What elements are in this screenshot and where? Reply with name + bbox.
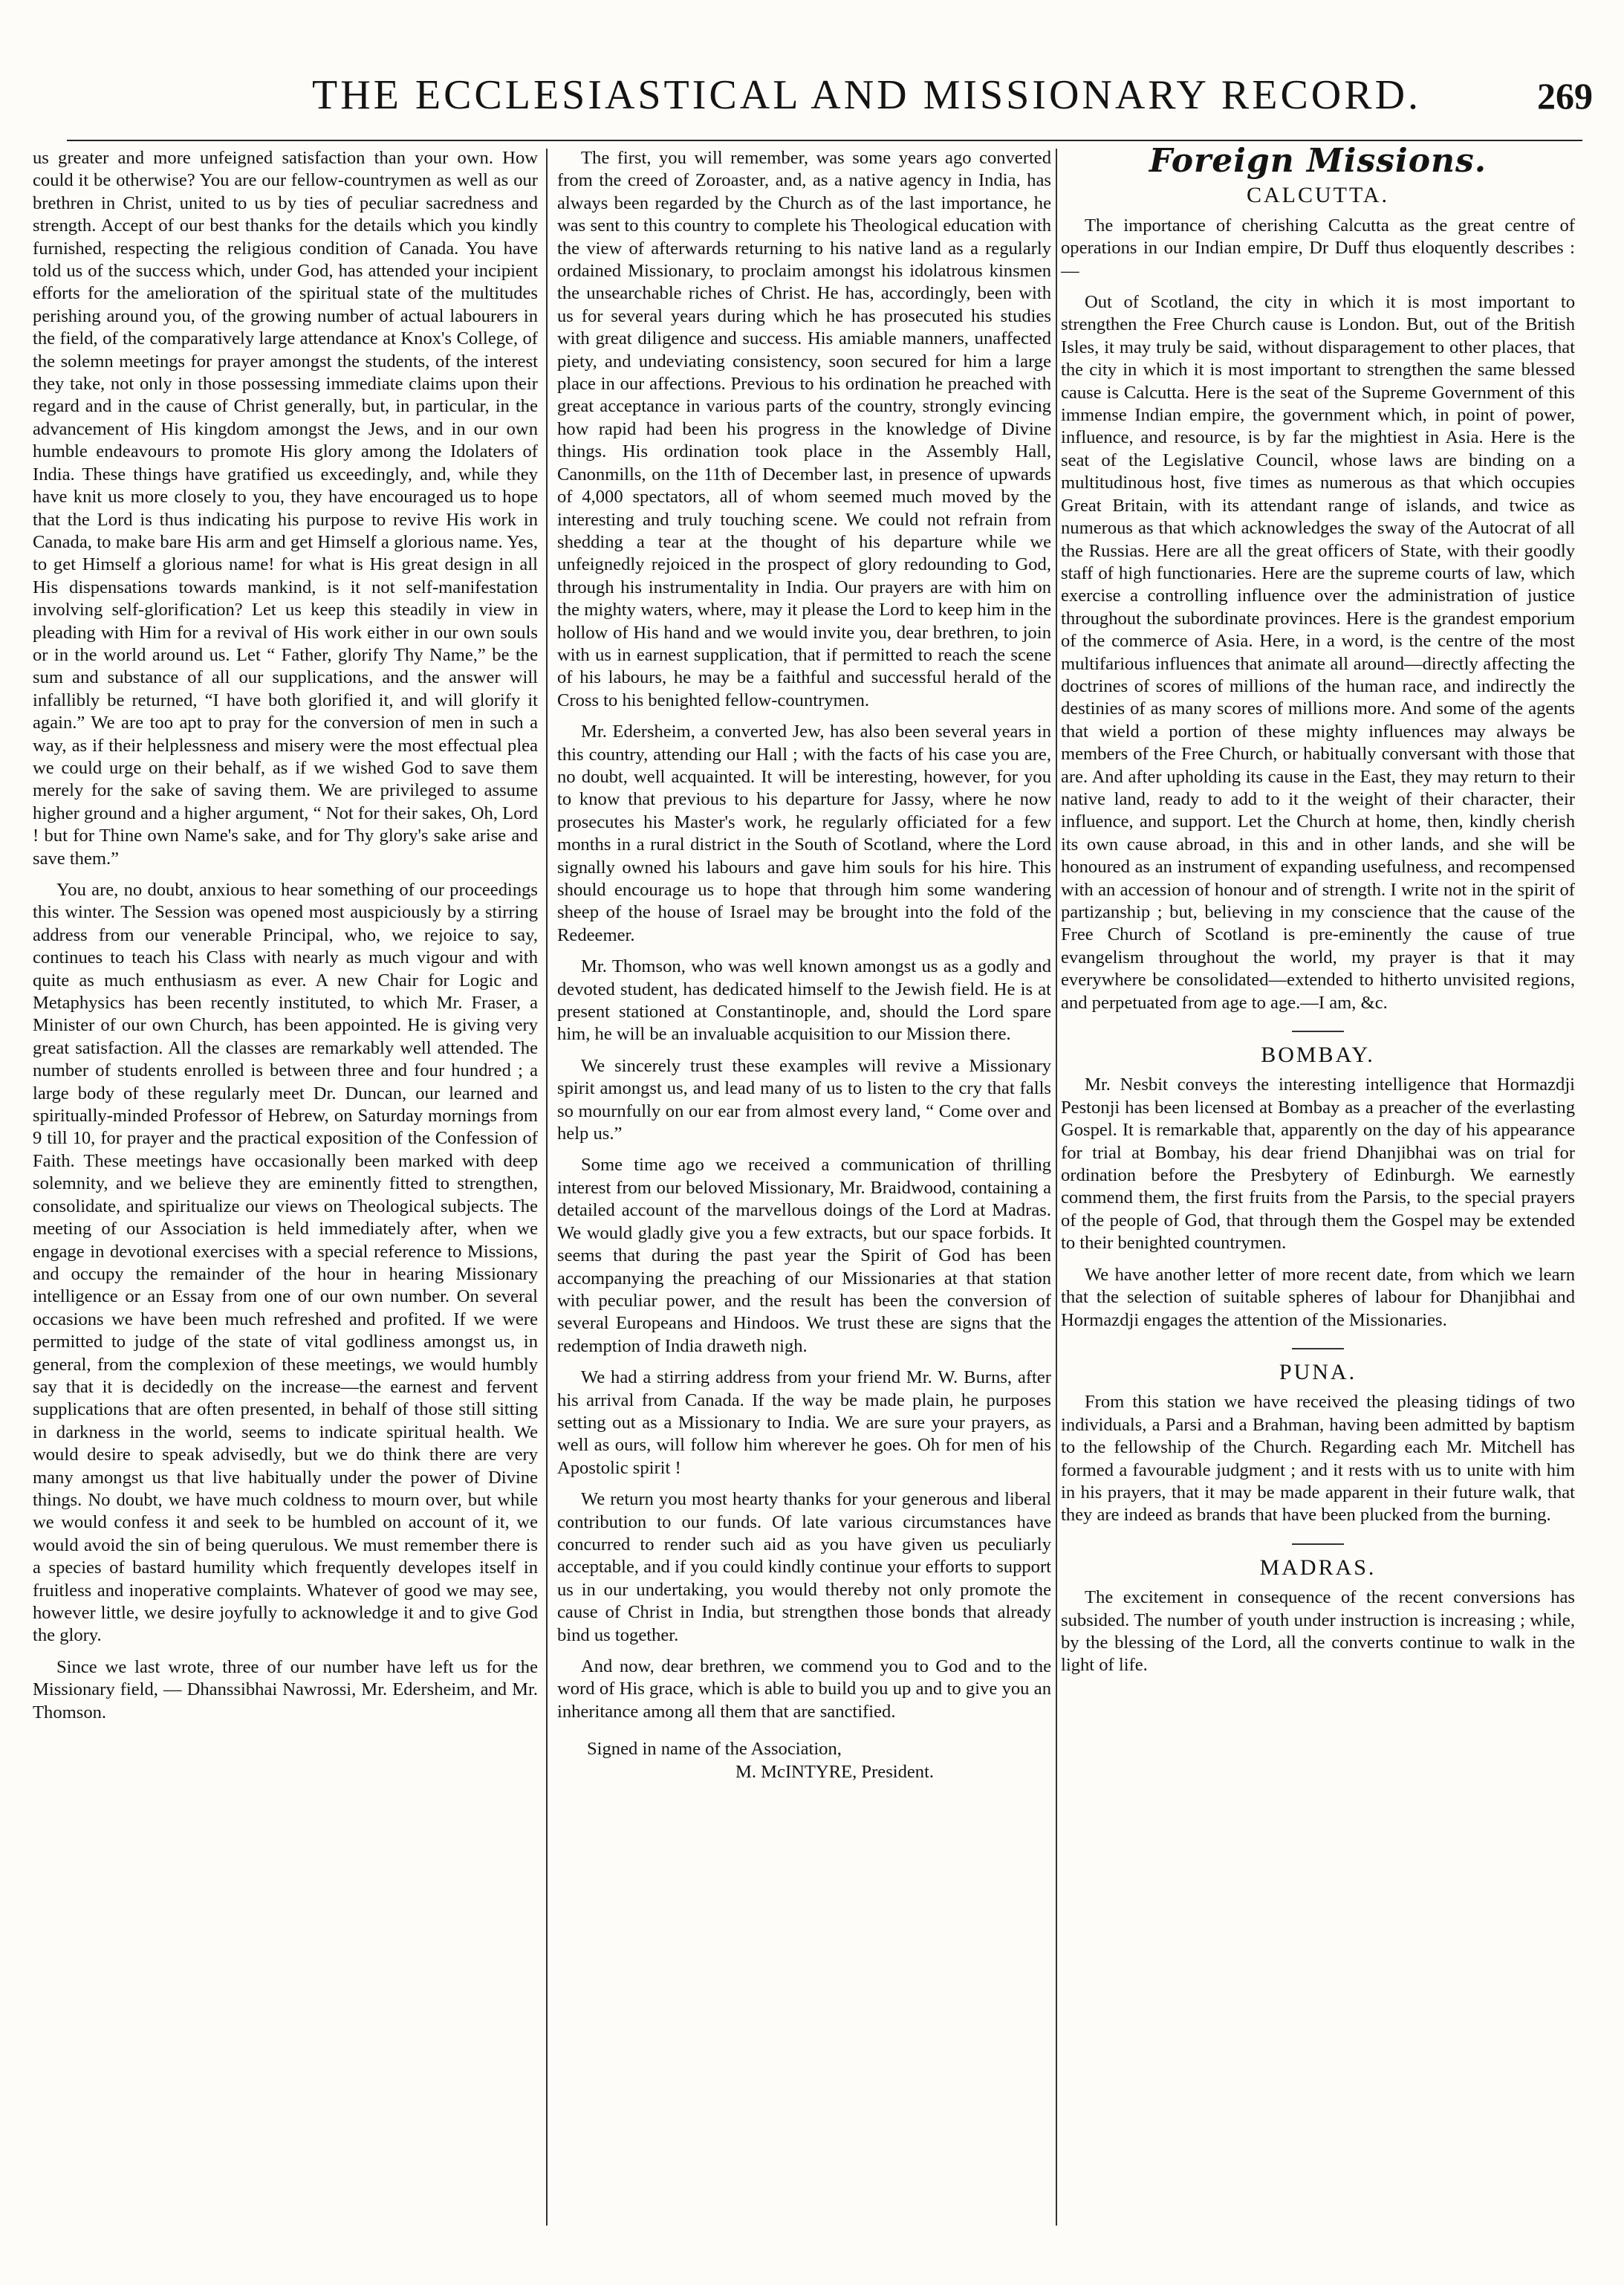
column-left — [33, 147, 538, 2233]
subheading-puna: PUNA. — [1279, 1359, 1357, 1384]
running-title: THE ECCLESIASTICAL AND MISSIONARY RECORD. — [312, 72, 1422, 118]
paragraph: You are, no doubt, anxious to hear something of our proceedings this winter. The Session was opened most auspiciously by a stirring address from our venerable Principal, who, we rejoice to say, continues to teach his Class with nearly as much vigour and with quite as much enthusiasm as ever. A new Chair for Logic and Metaphysics has been recently instituted, to which Mr. Fraser, a Minister of our own Church, has been appointed. He is giving very great satisfaction. All the classes are remarkably well attended. The number of students enrolled is between three and four hundred ; a large body of these regularly meet Dr. Duncan, our learned and spiritually-minded Professor of Hebrew, on Saturday mornings from 9 till 10, for prayer and the practical exposition of the Confession of Faith. These meetings have occasionally been marked with deep solemnity, and we believe they are eminently fitted to strengthen, consolidate, and spiritualize our views on Theological subjects. The meeting of our Association is held immediately after, when we engage in devotional exercises with a special reference to Missions, and occupy the remainder of the hour in hearing Missionary intelligence or an Essay from one of our own number. On several occasions we have been much refreshed and profited. If we were permitted to judge of the state of vital godliness amongst us, in general, from the complexion of these meetings, we would humbly say that it is decidedly on the increase—the earnest and fervent supplications that are often presented, in behalf of those still sitting in darkness in the world, seems to indicate spiritual health. We would desire to speak advisedly, but we do think there are very many amongst us that live habitually under the power of Divine things. No doubt, we have much coldness to mourn over, but while we would confess it and seek to be humbled on account of it, we would avoid the sin of being querulous. We must remember there is a species of bastard humility which frequently developes itself in fruitless and inoperative complaints. Whatever of good we may see, however little, we desire joyfully to acknowledge it and to give God the glory. — [33, 880, 538, 1646]
paragraph: Mr. Edersheim, a converted Jew, has also been several years in this country, attending our Hall ; with the facts of his case you are, no doubt, well acquainted. It will be interesting, however, for you to know that previous to his departure for Jassy, where he now prosecutes his Master's work, he regularly officiated for a few months in a rural district in the South of Scotland, where the Lord signally owned his labours and gave him souls for his hire. This should encourage us to hope that through him some wandering sheep of the house of Israel may be brought into the fold of the Redeemer. — [557, 722, 1051, 945]
column-right — [1061, 147, 1575, 2233]
section-title: Foreign Missions. — [1149, 147, 1487, 180]
signatory-name: M. McINTYRE, President. — [735, 1761, 935, 1782]
column-middle — [557, 147, 1051, 2233]
column-divider — [1056, 149, 1057, 2226]
subheading-madras: MADRAS. — [1259, 1555, 1377, 1580]
section-divider — [1292, 1031, 1344, 1032]
subheading-calcutta: CALCUTTA. — [1246, 183, 1390, 208]
section-divider — [1292, 1543, 1344, 1545]
paragraph: Out of Scotland, the city in which it is most important to strengthen the Free Church cause is London. But, out of the British Isles, it may truly be said, without disparagement to other places, that the city in which it is most important to strengthen the same blessed cause is Calcutta. Here is the seat of the Supreme Government of this immense Indian empire, the government which, in point of power, influence, and resource, is by far the mightiest in Asia. Here is the seat of the Legislative Council, whose laws are binding on a multitudinous host, five times as numerous as that which occupies Great Britain, with its attendant range of islands, and twice as numerous as that which acknowledges the sway of the Autocrat of all the Russias. Here are all the great officers of State, with their goodly staff of high functionaries. Here are the supreme courts of law, which exercise a controlling influence over the administration of justice throughout the subordinate provinces. Here is the grandest emporium of the commerce of Asia. Here, in a word, is the centre of the most multifarious influences that animate all around—directly affecting the doctrines of scores of millions of the human race, and indirectly the destinies of as many scores of millions more. And some of the agents that wield a portion of these mighty influences may always be members of the Free Church, or habitually conversant with those that are. And after upholding its cause in the East, they may return to their native land, ready to add to it the weight of their character, their influence, and support. Let the Church at home, then, kindly cherish its own cause abroad, in this and in other lands, and she will be honoured as an instrument of expanding usefulness, and recompensed with an accession of honour and of strength. I write not in the spirit of partizanship ; but, believing in my conscience that the cause of the Free Church of Scotland is pre-eminently the cause of true evangelism throughout the world, my prayer is that it may everywhere be consolidated—extended to hitherto unvisited regions, and perpetuated from age to age.—I am, &c. — [1061, 292, 1575, 1013]
paragraph: We sincerely trust these examples will revive a Missionary spirit amongst us, and lead many of us to listen to the cry that falls so mournfully on our ear from almost every land, “ Come over and help us.” — [557, 1055, 1051, 1144]
paragraph: Mr. Thomson, who was well known amongst us as a godly and devoted student, has dedicated himself to the Jewish field. He is at present stationed at Constantinople, and, should the Lord spare him, he will be an invaluable acquisition to our Mission there. — [557, 956, 1051, 1045]
paragraph: We have another letter of more recent date, from which we learn that the selection of suitable spheres of labour for Dhanjibhai and Hormazdji engages the attention of the Missionaries. — [1061, 1264, 1575, 1330]
section-divider — [1292, 1348, 1344, 1349]
subheading-bombay: BOMBAY. — [1261, 1043, 1375, 1068]
signature-line: Signed in name of the Association, — [587, 1739, 842, 1760]
page-number: 269 — [1537, 75, 1593, 117]
paragraph: The importance of cherishing Calcutta as the great centre of operations in our Indian empire, Dr Duff thus eloquently describes :— — [1061, 215, 1575, 281]
running-head — [0, 71, 1624, 123]
paragraph: From this station we have received the pleasing tidings of two individuals, a Parsi and a Brahman, having been admitted by baptism to the fellowship of the Church. Regarding each Mr. Mitchell has formed a favourable judgment ; and it rests with us to unite with him in his prayers, that it may be made apparent in their future walk, that they are indeed as brands that have been plucked from the burning. — [1061, 1392, 1575, 1526]
header-rule — [67, 140, 1582, 141]
paragraph: We had a stirring address from your friend Mr. W. Burns, after his arrival from Canada. If the way be made plain, he purposes setting out as a Missionary to India. We are sure your prayers, as well as ours, will follow him wherever he goes. Oh for men of his Apostolic spirit ! — [557, 1367, 1051, 1478]
paragraph: And now, dear brethren, we commend you to God and to the word of His grace, which is able to build you up and to give you an inheritance among all them that are sanctified. — [557, 1656, 1051, 1722]
paragraph: We return you most hearty thanks for your generous and liberal contribution to our funds. Of late various circumstances have concurred to render such aid as you have given us peculiarly acceptable, and if you could kindly continue your efforts to support us in our undertaking, you would thereby not only promote the cause of Christ in India, but strengthen those bonds that already bind us together. — [557, 1489, 1051, 1645]
paragraph: The excitement in consequence of the recent conversions has subsided. The number of youth under instruction is increasing ; while, by the blessing of the Lord, all the converts continue to walk in the light of life. — [1061, 1587, 1575, 1676]
paragraph: The first, you will remember, was some years ago converted from the creed of Zoroaster, and, as a native agency in India, has always been regarded by the Church as of the last importance, he was sent to this country to complete his Theological education with the view of afterwards returning to his native land as a regularly ordained Missionary, to proclaim amongst his idolatrous kinsmen the unsearchable riches of Christ. He has, accordingly, been with us for several years during which he has prosecuted his studies with great diligence and success. His amiable manners, unaffected piety, and undeviating consistency, soon secured for him a large place in our affections. Previous to his ordination he preached with great acceptance in various parts of the country, strongly evincing how rapid had been his progress in the knowledge of Divine things. His ordination took place in the Assembly Hall, Canonmills, on the 11th of December last, in presence of upwards of 4,000 spectators, all of whom seemed much moved by the interesting and truly touching scene. We could not refrain from shedding a tear at the thought of his departure while we unfeignedly rejoiced in the prospect of glory redounding to God, through his instrumentality in India. Our prayers are with him on the mighty waters, where, may it please the Lord to keep him in the hollow of His hand and we would invite you, dear brethren, to join with us in earnest supplication, that if permitted to reach the scene of his labours, he may be a faithful and successful herald of the Cross to his benighted fellow-countrymen. — [557, 148, 1051, 710]
paragraph: Since we last wrote, three of our number have left us for the Missionary field, — Dhanssibhai Nawrossi, Mr. Edersheim, and Mr. Thomson. — [33, 1656, 538, 1722]
paragraph: Some time ago we received a communication of thrilling interest from our beloved Missionary, Mr. Braidwood, containing a detailed account of the marvellous doings of the Lord at Madras. We would gladly give you a few extracts, but our space forbids. It seems that during the past year the Spirit of God has been accompanying the preaching of our Missionaries at that station with peculiar power, and the result has been the conversion of several Europeans and Hindoos. We trust these are signs that the redemption of India draweth nigh. — [557, 1155, 1051, 1356]
paragraph: us greater and more unfeigned satisfaction than your own. How could it be otherwise? You are our fellow-countrymen as well as our brethren in Christ, united to us by ties of peculiar sacredness and strength. Accept of our best thanks for the details which you kindly furnished, respecting the religious condition of Canada. You have told us of the success which, under God, has attended your incipient efforts for the amelioration of the spiritual state of the multitudes perishing around you, of the growing number of actual labourers in the field, of the comparatively large attendance at Knox's College, of the solemn meetings for prayer amongst the students, of the interest they take, not only in those possessing immediate claims upon their regard and in the cause of Christ generally, but, in particular, in the advancement of His kingdom amongst the Jews, and in our own humble endeavours to promote His glory among the Idolaters of India. These things have gratified us exceedingly, and, while they have knit us more closely to you, they have encouraged us to hope that the Lord is thus indicating his purpose to revive His work in Canada, to make bare His arm and get Himself a glorious name. Yes, to get Himself a glorious name! for what is His great design in all His dispensations towards mankind, is it not self-manifestation involving self-glorification? Let us keep this steadily in view in pleading with Him for a revival of His work either in our own souls or in the world around us. Let “ Father, glorify Thy Name,” be the sum and substance of all our supplications, and the answer will infallibly be returned, “I have both glorified it, and will glorify it again.” We are too apt to pray for the conversion of men in such a way, as if their helplessness and misery were the most effectual plea we could urge on their behalf, as if we wished God to save them merely for the sake of saving them. We are privileged to assume higher ground and a higher argument, “ Not for their sakes, Oh, Lord ! but for Thine own Name's sake, and for Thy glory's sake arise and save them.” — [33, 148, 538, 869]
column-divider — [546, 149, 548, 2226]
paragraph: Mr. Nesbit conveys the interesting intelligence that Hormazdji Pestonji has been licensed at Bombay as a preacher of the everlasting Gospel. It is remarkable that, apparently on the day of his appearance for trial at Bombay, his dear friend Dhanjibhai was on trial for ordination before the Presbytery of Edinburgh. We earnestly commend them, the first fruits from the Parsis, to the special prayers of the people of God, that through them the Gospel may be extended to their benighted countrymen. — [1061, 1075, 1575, 1254]
